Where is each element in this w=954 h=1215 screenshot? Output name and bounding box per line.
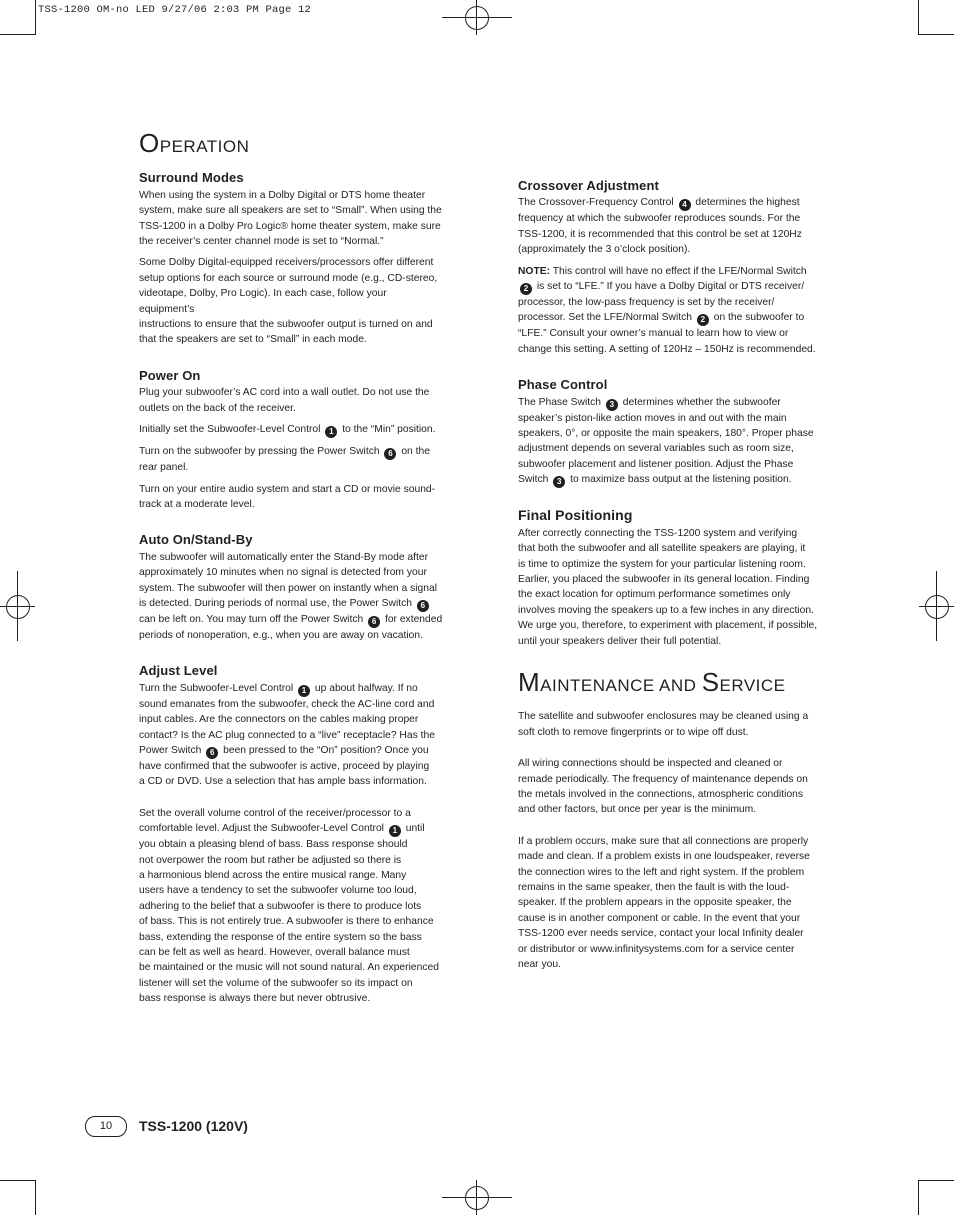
power-on-p1: Plug your subwoofer’s AC cord into a wall outlet. Do not use the outlets on the back of the receiver.: [139, 387, 430, 414]
page-number: 10: [85, 1116, 127, 1137]
surround-heading: Surround Modes: [139, 170, 244, 186]
callout-6-icon: 6: [368, 616, 380, 628]
power-on-heading: Power On: [139, 367, 201, 383]
crop-mark: [918, 0, 919, 35]
crossover-p1: The Crossover-Frequency Control 4 determines the highest frequency at which the subwoofer reproduces sounds. For the TSS-1200, it is recommended that this control be set at 120Hz (approximately the 3 o’clock position).: [518, 197, 802, 256]
power-on-p4: Turn on your entire audio system and start a CD or movie sound- track at a moderate level.: [139, 483, 436, 510]
adjust-level-p1: Turn the Subwoofer-Level Control 1 up about halfway. If no sound emanates from the subwoofer, check the AC-line cord and input cables. Are the connectors on the cables making proper contact? Is the AC plug connected to a “live” receptacle? Has the Power Switch 6 been pressed to the “On” position? Once you have confirmed that the subwoofer is active, proceed by playing a CD or DVD. Use a selection that has ample bass information.: [139, 682, 435, 788]
maintenance-p3: If a problem occurs, make sure that all connections are properly made and clean. If a problem exists in one loudspeaker, reverse the connection wires to the left and right system. If the problem remains in the same speaker, then the fault is with the loud- speaker. If the problem appears in the opposite speaker, the cause is in another component or cable. In the event that your TSS-1200 ever needs service, contact your local Infinity dealer or distributor or www.infinitysystems.com for a service center near you.: [518, 835, 810, 971]
callout-3-icon: 3: [553, 476, 565, 488]
footer-model: TSS-1200 (120V): [139, 1118, 248, 1134]
maintenance-p2: All wiring connections should be inspected and cleaned or remade periodically. The frequency of maintenance depends on the metals involved in the connections, atmospheric conditions and other factors, but once per year is the minimum.: [518, 758, 808, 816]
left-column: [139, 128, 444, 1013]
maintenance-title: MAINTENANCE AND SERVICE: [518, 666, 786, 697]
callout-2-icon: 2: [520, 283, 532, 295]
adjust-level-heading: Adjust Level: [139, 663, 218, 679]
callout-1-icon: 1: [389, 825, 401, 837]
final-positioning-p1: After correctly connecting the TSS-1200 system and verifying that both the subwoofer and all satellite speakers are playing, it is time to optimize the system for your particular listening room. Earlier, you placed the subwoofer in its general location. Finding the exact location for optimum performance sometimes only involves moving the speakers up to a few inches in any direction. We urge you, therefore, to experiment with placement, if possible, until your speakers deliver their full potential.: [518, 527, 818, 647]
crop-mark: [918, 1180, 954, 1181]
final-positioning-heading: Final Positioning: [518, 507, 633, 524]
callout-3-icon: 3: [606, 399, 618, 411]
power-on-p3: Turn on the subwoofer by pressing the Power Switch 6 on the rear panel.: [139, 446, 430, 474]
surround-p2: Some Dolby Digital-equipped receivers/processors offer different setup options for each source or surround mode (e.g., CD-stereo, videotape, Dolby, Pro Logic). In each case, follow your equipment’s instructions to ensure that the subwoofer output is turned on and that the speakers are set to “Small” in each mode.: [139, 257, 438, 346]
callout-2-icon: 2: [697, 314, 709, 326]
auto-on-heading: Auto On/Stand-By: [139, 532, 253, 548]
power-on-p2: Initially set the Subwoofer-Level Control 1 to the “Min” position.: [139, 424, 436, 437]
callout-6-icon: 6: [417, 600, 429, 612]
print-slug: TSS-1200 OM-no LED 9/27/06 2:03 PM Page 12: [38, 4, 312, 16]
crossover-heading: Crossover Adjustment: [518, 178, 659, 193]
crop-mark: [35, 0, 36, 35]
crop-mark: [0, 34, 36, 35]
phase-heading: Phase Control: [518, 377, 608, 393]
crossover-note: NOTE: This control will have no effect if the LFE/Normal Switch 2 is set to “LFE.” If you have a Dolby Digital or DTS receiver/ processor, the low-pass frequency is set by the receiver/ processor. Set the LFE/Normal Switch 2 on the subwoofer to “LFE.” Consult your owner’s manual to learn how to view or change this setting. A setting of 120Hz – 150Hz is recommended.: [518, 265, 816, 355]
surround-p1: When using the system in a Dolby Digital or DTS home theater system, make sure all speakers are set to “Small”. When using the TSS-1200 in a Dolby Pro Logic® home theater system, make sure the receiver’s center channel mode is set to “Normal.”: [139, 189, 442, 248]
callout-6-icon: 6: [206, 747, 218, 759]
operation-title: OPERATION: [139, 128, 250, 158]
adjust-level-p2: Set the overall volume control of the receiver/processor to a comfortable level. Adjust the Subwoofer-Level Control 1 until you obtain a pleasing blend of bass. Bass response should not overpower the room but rather be adjusted so there is a harmonious blend across the entire musical range. Many users have a tendency to set the subwoofer volume too loud, adhering to the belief that a subwoofer is there to produce lots of bass. This is not entirely true. A subwoofer is there to enhance bass, extending the response of the entire system so the bass can be felt as well as heard. However, overall balance must be maintained or the music will not sound natural. An experienced listener will set the volume of the subwoofer so its impact on bass response is always there but never obtrusive.: [139, 807, 439, 1005]
callout-4-icon: 4: [679, 199, 691, 211]
crop-mark: [0, 1180, 36, 1181]
crop-mark: [918, 34, 954, 35]
crop-mark: [918, 1180, 919, 1215]
callout-1-icon: 1: [325, 426, 337, 438]
phase-p1: The Phase Switch 3 determines whether the subwoofer speaker’s piston-like action moves in and out with the main speakers, 0°, or opposite the main speakers, 180°. Proper phase adjustment depends on several variables such as room size, subwoofer placement and listener position. Adjust the Phase Switch 3 to maximize bass output at the listening position.: [518, 396, 814, 487]
callout-6-icon: 6: [384, 448, 396, 460]
right-column: [518, 178, 823, 978]
callout-1-icon: 1: [298, 685, 310, 697]
auto-on-p1: The subwoofer will automatically enter the Stand-By mode after approximately 10 minutes when no signal is detected from your system. The subwoofer will then power on instantly when a signal is detected. During periods of normal use, the Power Switch 6 can be left on. You may turn off the Power Switch 6 for extended periods of nonoperation, e.g., when you are away on vacation.: [139, 551, 443, 641]
maintenance-p1: The satellite and subwoofer enclosures may be cleaned using a soft cloth to remove fingerprints or to wipe off dust.: [518, 711, 809, 738]
crop-mark: [35, 1180, 36, 1215]
